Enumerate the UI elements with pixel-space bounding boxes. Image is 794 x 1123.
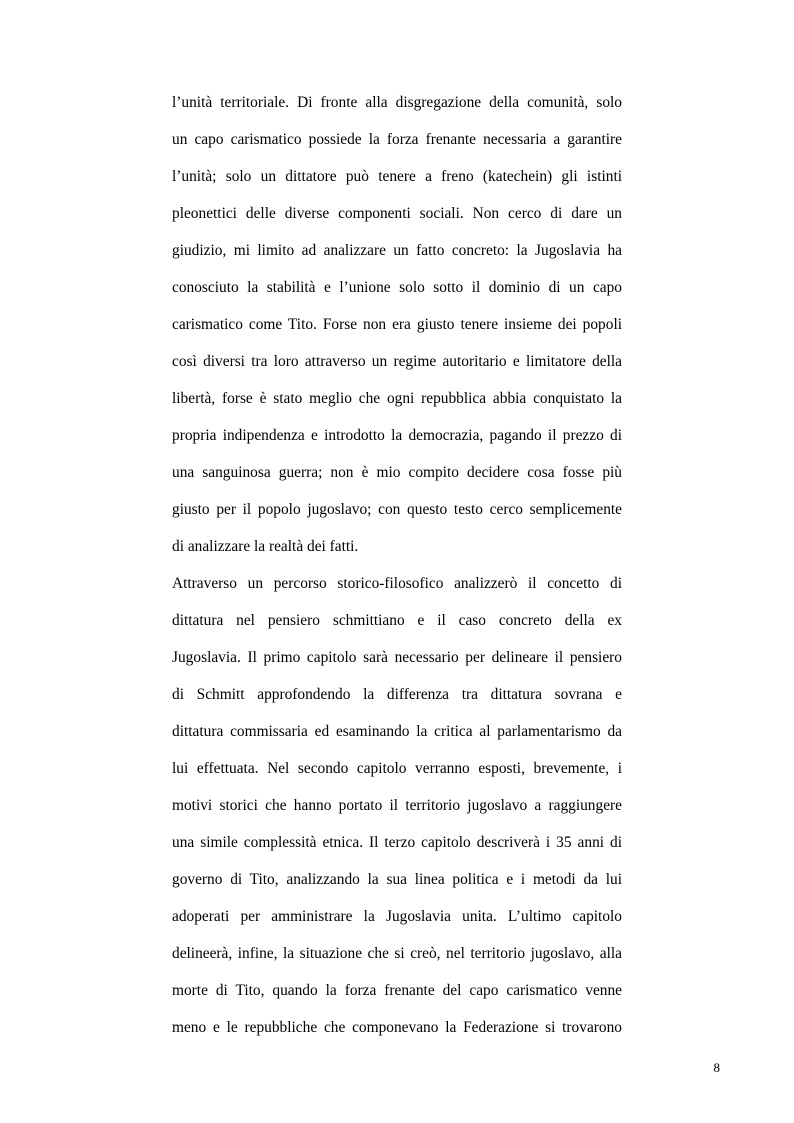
text-line: di Schmitt approfondendo la differenza tra dittatura sovrana e	[172, 686, 622, 703]
text-line: libertà, forse è stato meglio che ogni repubblica abbia conquistato la	[172, 390, 622, 407]
text-line: motivi storici che hanno portato il territorio jugoslavo a raggiungere	[172, 797, 622, 814]
text-line: una simile complessità etnica. Il terzo capitolo descriverà i 35 anni di	[172, 834, 622, 851]
text-line: giusto per il popolo jugoslavo; con questo testo cerco semplicemente	[172, 501, 622, 518]
body-text	[172, 89, 622, 1051]
page-number: 8	[713, 1060, 720, 1075]
text-line: dittatura nel pensiero schmittiano e il caso concreto della ex	[172, 612, 622, 629]
text-line: così diversi tra loro attraverso un regime autoritario e limitatore della	[172, 353, 622, 370]
text-line: carismatico come Tito. Forse non era giusto tenere insieme dei popoli	[172, 316, 622, 333]
text-line: conosciuto la stabilità e l’unione solo sotto il dominio di un capo	[172, 279, 622, 296]
text-line: dittatura commissaria ed esaminando la critica al parlamentarismo da	[172, 723, 622, 740]
text-line: Attraverso un percorso storico-filosofico analizzerò il concetto di	[172, 575, 622, 592]
text-line: una sanguinosa guerra; non è mio compito decidere cosa fosse più	[172, 464, 622, 481]
text-line: propria indipendenza e introdotto la democrazia, pagando il prezzo di	[172, 427, 622, 444]
text-line: meno e le repubbliche che componevano la Federazione si trovarono	[172, 1019, 622, 1036]
text-line: un capo carismatico possiede la forza frenante necessaria a garantire	[172, 131, 622, 148]
text-line: Jugoslavia. Il primo capitolo sarà necessario per delineare il pensiero	[172, 649, 622, 666]
text-line: delineerà, infine, la situazione che si creò, nel territorio jugoslavo, alla	[172, 945, 622, 962]
text-line: morte di Tito, quando la forza frenante del capo carismatico venne	[172, 982, 622, 999]
text-line: giudizio, mi limito ad analizzare un fatto concreto: la Jugoslavia ha	[172, 242, 622, 259]
text-line: pleonettici delle diverse componenti sociali. Non cerco di dare un	[172, 205, 622, 222]
text-line: adoperati per amministrare la Jugoslavia unita. L’ultimo capitolo	[172, 908, 622, 925]
text-line: l’unità; solo un dittatore può tenere a freno (katechein) gli istinti	[172, 168, 622, 185]
text-line: lui effettuata. Nel secondo capitolo verranno esposti, brevemente, i	[172, 760, 622, 777]
text-line: di analizzare la realtà dei fatti.	[172, 538, 359, 555]
text-line: l’unità territoriale. Di fronte alla disgregazione della comunità, solo	[172, 94, 622, 111]
text-line: governo di Tito, analizzando la sua linea politica e i metodi da lui	[172, 871, 622, 888]
